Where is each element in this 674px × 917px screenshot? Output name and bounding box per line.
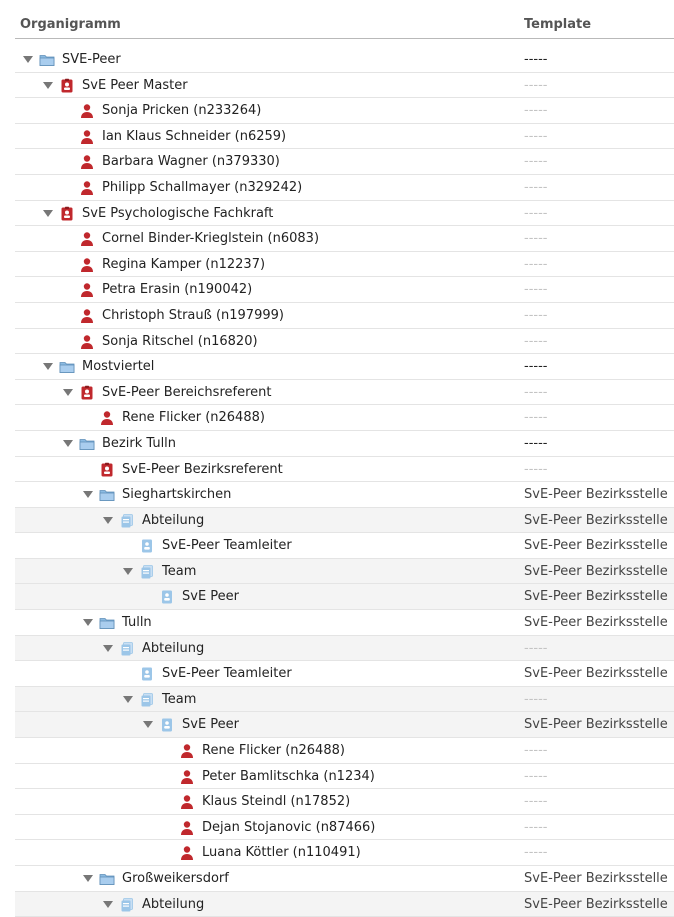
tree-row-label[interactable]: Mostviertel bbox=[82, 359, 155, 375]
template-cell: SvE-Peer Bezirksstelle bbox=[524, 538, 668, 554]
expand-toggle-icon[interactable] bbox=[143, 721, 153, 728]
tree-row-label[interactable]: Abteilung bbox=[142, 512, 205, 528]
template-cell: ----- bbox=[524, 794, 548, 810]
template-cell: SvE-Peer Bezirksstelle bbox=[524, 512, 668, 528]
tree-row[interactable] bbox=[15, 226, 674, 252]
template-cell: ----- bbox=[524, 359, 548, 375]
tree-row-label[interactable]: Sieghartskirchen bbox=[122, 487, 232, 503]
folder-icon bbox=[39, 52, 55, 68]
tree-row-label[interactable]: Barbara Wagner (n379330) bbox=[102, 154, 280, 170]
tree-row[interactable] bbox=[15, 277, 674, 303]
expand-toggle-icon[interactable] bbox=[43, 363, 53, 370]
tree-row[interactable] bbox=[15, 610, 674, 636]
tree-row[interactable] bbox=[15, 892, 674, 917]
template-cell: ----- bbox=[524, 205, 548, 221]
template-cell: ----- bbox=[524, 384, 548, 400]
template-cell: ----- bbox=[524, 77, 548, 93]
tree-row[interactable] bbox=[15, 712, 674, 738]
tree-row[interactable] bbox=[15, 840, 674, 866]
tree-row[interactable] bbox=[15, 738, 674, 764]
tree-row[interactable] bbox=[15, 98, 674, 124]
tree-row[interactable] bbox=[15, 457, 674, 483]
folder-icon bbox=[99, 871, 115, 887]
template-cell: ----- bbox=[524, 307, 548, 323]
tree-row-label[interactable]: SvE Peer bbox=[182, 717, 240, 733]
expand-toggle-icon[interactable] bbox=[63, 389, 73, 396]
tree-row[interactable] bbox=[15, 559, 674, 585]
tree-row[interactable] bbox=[15, 482, 674, 508]
tree-row[interactable] bbox=[15, 405, 674, 431]
tree-row[interactable] bbox=[15, 789, 674, 815]
tree-row-label[interactable]: Abteilung bbox=[142, 640, 205, 656]
tree-row[interactable] bbox=[15, 303, 674, 329]
tree-row-label[interactable]: SvE-Peer Teamleiter bbox=[162, 666, 292, 682]
person-icon bbox=[179, 794, 195, 810]
template-cell: ----- bbox=[524, 52, 548, 67]
role-badge-icon bbox=[59, 78, 75, 94]
tree-row-label[interactable]: Christoph Strauß (n197999) bbox=[102, 307, 284, 323]
tree-row[interactable] bbox=[15, 252, 674, 278]
template-cell: SvE-Peer Bezirksstelle bbox=[524, 563, 668, 579]
person-icon bbox=[79, 257, 95, 273]
tree-row-label[interactable]: SvE-Peer Teamleiter bbox=[162, 538, 292, 554]
expand-toggle-icon[interactable] bbox=[123, 696, 133, 703]
department-icon bbox=[139, 692, 155, 708]
tree-row-label[interactable]: Klaus Steindl (n17852) bbox=[202, 794, 351, 810]
tree-row-label[interactable]: SvE-Peer Bezirksreferent bbox=[122, 461, 283, 477]
expand-toggle-icon[interactable] bbox=[43, 82, 53, 89]
org-tree-table bbox=[15, 0, 674, 917]
tree-row-label[interactable]: Peter Bamlitschka (n1234) bbox=[202, 768, 375, 784]
tree-row-label[interactable]: Tulln bbox=[122, 615, 152, 631]
template-cell: ----- bbox=[524, 435, 548, 451]
expand-toggle-icon[interactable] bbox=[23, 56, 33, 63]
tree-row[interactable] bbox=[15, 73, 674, 99]
tree-row-label[interactable]: Luana Köttler (n110491) bbox=[202, 845, 361, 861]
template-cell: SvE-Peer Bezirksstelle bbox=[524, 717, 668, 733]
template-cell: ----- bbox=[524, 282, 548, 298]
template-cell: ----- bbox=[524, 640, 548, 656]
tree-row-label[interactable]: Bezirk Tulln bbox=[102, 435, 177, 451]
template-cell: ----- bbox=[524, 691, 548, 707]
tree-row[interactable] bbox=[15, 380, 674, 406]
folder-icon bbox=[99, 615, 115, 631]
column-header-template[interactable]: Template bbox=[524, 17, 592, 32]
person-icon bbox=[99, 410, 115, 426]
person-icon bbox=[79, 282, 95, 298]
tree-row-label[interactable]: SvE Peer Master bbox=[82, 77, 188, 93]
template-cell: ----- bbox=[524, 231, 548, 247]
person-icon bbox=[79, 334, 95, 350]
tree-row-label[interactable]: SVE-Peer bbox=[62, 52, 121, 67]
tree-row-label[interactable]: Petra Erasin (n190042) bbox=[102, 282, 253, 298]
person-icon bbox=[79, 231, 95, 247]
person-icon bbox=[179, 743, 195, 759]
tree-row[interactable] bbox=[15, 175, 674, 201]
tree-row-label[interactable]: SvE Peer bbox=[182, 589, 240, 605]
template-cell: ----- bbox=[524, 845, 548, 861]
template-cell: ----- bbox=[524, 128, 548, 144]
department-icon bbox=[119, 641, 135, 657]
template-cell: ----- bbox=[524, 743, 548, 759]
tree-row[interactable] bbox=[15, 661, 674, 687]
person-icon bbox=[179, 845, 195, 861]
tree-row-label[interactable]: Abteilung bbox=[142, 896, 205, 912]
expand-toggle-icon[interactable] bbox=[43, 210, 53, 217]
tree-row-label[interactable]: Rene Flicker (n26488) bbox=[122, 410, 265, 426]
position-icon bbox=[159, 717, 175, 733]
tree-row[interactable] bbox=[15, 149, 674, 175]
tree-row[interactable] bbox=[15, 533, 674, 559]
template-cell: ----- bbox=[524, 154, 548, 170]
template-cell: ----- bbox=[524, 768, 548, 784]
person-icon bbox=[179, 769, 195, 785]
person-icon bbox=[79, 180, 95, 196]
position-icon bbox=[139, 538, 155, 554]
person-icon bbox=[179, 820, 195, 836]
tree-row-label[interactable]: Regina Kamper (n12237) bbox=[102, 256, 266, 272]
tree-row[interactable] bbox=[15, 508, 674, 534]
person-icon bbox=[79, 129, 95, 145]
template-cell: SvE-Peer Bezirksstelle bbox=[524, 615, 668, 631]
expand-toggle-icon[interactable] bbox=[83, 491, 93, 498]
template-cell: SvE-Peer Bezirksstelle bbox=[524, 666, 668, 682]
tree-row[interactable] bbox=[15, 431, 674, 457]
department-icon bbox=[139, 564, 155, 580]
template-cell: ----- bbox=[524, 333, 548, 349]
tree-row-label[interactable]: SvE Psychologische Fachkraft bbox=[82, 205, 274, 221]
role-badge-icon bbox=[99, 462, 115, 478]
person-icon bbox=[79, 308, 95, 324]
template-cell: ----- bbox=[524, 819, 548, 835]
tree-row-label[interactable]: Team bbox=[162, 563, 197, 579]
column-header-organigramm[interactable]: Organigramm bbox=[20, 17, 121, 32]
expand-toggle-icon[interactable] bbox=[63, 440, 73, 447]
person-icon bbox=[79, 103, 95, 119]
template-cell: SvE-Peer Bezirksstelle bbox=[524, 589, 668, 605]
tree-row[interactable] bbox=[15, 47, 674, 73]
expand-toggle-icon[interactable] bbox=[83, 619, 93, 626]
department-icon bbox=[119, 513, 135, 529]
tree-row[interactable] bbox=[15, 584, 674, 610]
tree-row-label[interactable]: Rene Flicker (n26488) bbox=[202, 743, 345, 759]
tree-row[interactable] bbox=[15, 815, 674, 841]
template-cell: SvE-Peer Bezirksstelle bbox=[524, 871, 668, 886]
tree-row[interactable] bbox=[15, 866, 674, 892]
tree-row-label[interactable]: Cornel Binder-Krieglstein (n6083) bbox=[102, 231, 320, 247]
person-icon bbox=[79, 154, 95, 170]
tree-row-label[interactable]: Sonja Pricken (n233264) bbox=[102, 103, 262, 119]
table-header bbox=[15, 0, 674, 39]
tree-row-label[interactable]: Ian Klaus Schneider (n6259) bbox=[102, 128, 287, 144]
tree-row-label[interactable]: SvE-Peer Bereichsreferent bbox=[102, 384, 272, 400]
folder-icon bbox=[99, 487, 115, 503]
tree-row[interactable] bbox=[15, 636, 674, 662]
position-icon bbox=[139, 666, 155, 682]
template-cell: ----- bbox=[524, 461, 548, 477]
tree-row-label[interactable]: Sonja Ritschel (n16820) bbox=[102, 333, 258, 349]
tree-row-label[interactable]: Großweikersdorf bbox=[122, 871, 229, 886]
template-cell: ----- bbox=[524, 410, 548, 426]
tree-row[interactable] bbox=[15, 764, 674, 790]
role-badge-icon bbox=[59, 206, 75, 222]
expand-toggle-icon[interactable] bbox=[103, 901, 113, 908]
template-cell: SvE-Peer Bezirksstelle bbox=[524, 896, 668, 912]
tree-row-label[interactable]: Team bbox=[162, 691, 197, 707]
template-cell: ----- bbox=[524, 103, 548, 119]
expand-toggle-icon[interactable] bbox=[83, 875, 93, 882]
tree-row[interactable] bbox=[15, 124, 674, 150]
tree-row[interactable] bbox=[15, 201, 674, 227]
tree-row[interactable] bbox=[15, 687, 674, 713]
expand-toggle-icon[interactable] bbox=[123, 568, 133, 575]
tree-row[interactable] bbox=[15, 329, 674, 355]
tree-rows bbox=[15, 47, 674, 917]
folder-icon bbox=[79, 436, 95, 452]
template-cell: ----- bbox=[524, 256, 548, 272]
folder-icon bbox=[59, 359, 75, 375]
department-icon bbox=[119, 897, 135, 913]
position-icon bbox=[159, 589, 175, 605]
template-cell: SvE-Peer Bezirksstelle bbox=[524, 487, 668, 503]
tree-row[interactable] bbox=[15, 354, 674, 380]
tree-row-label[interactable]: Dejan Stojanovic (n87466) bbox=[202, 819, 376, 835]
expand-toggle-icon[interactable] bbox=[103, 517, 113, 524]
template-cell: ----- bbox=[524, 179, 548, 195]
role-badge-icon bbox=[79, 385, 95, 401]
tree-row-label[interactable]: Philipp Schallmayer (n329242) bbox=[102, 179, 303, 195]
expand-toggle-icon[interactable] bbox=[103, 645, 113, 652]
